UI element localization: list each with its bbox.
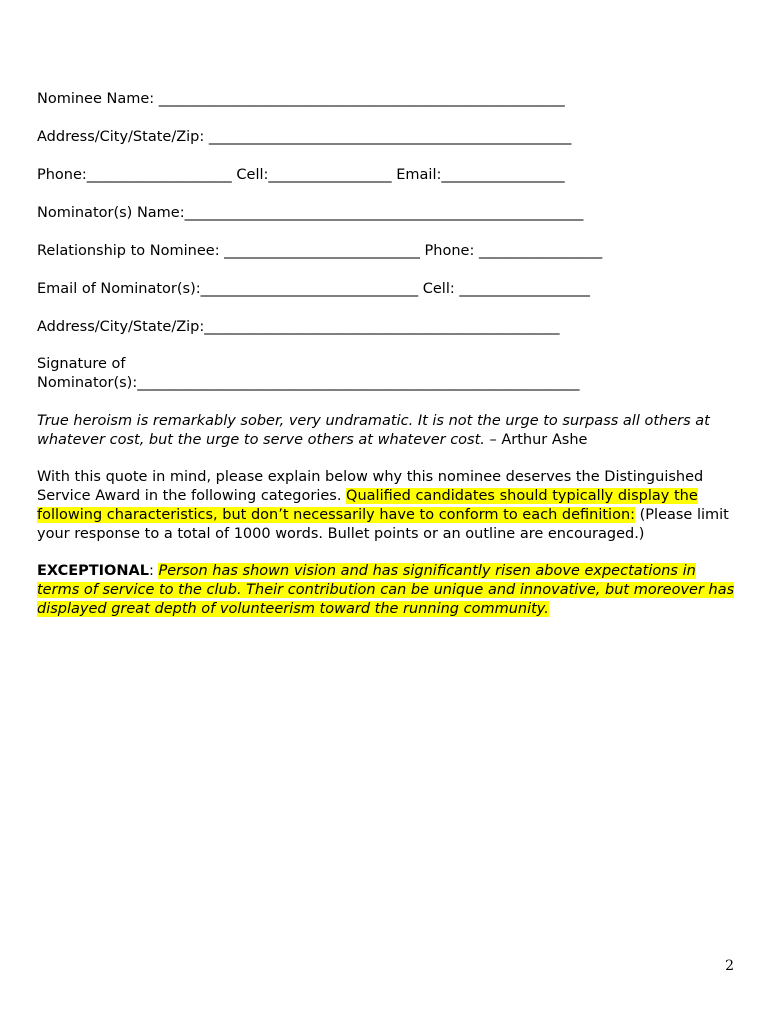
quote-author: – Arthur Ashe	[484, 432, 588, 448]
instructions-closing: (Please limit your response to a total of 1000 words. Bullet points or an outline are encouraged.)	[37, 507, 729, 542]
nominee-name-field[interactable]: Nominee Name: ________________________________________________________	[37, 91, 565, 107]
instructions-intro: With this quote in mind, please explain below why this nominee deserves the Distinguished Service Award in the following categories.	[37, 469, 704, 504]
criteria-separator: :	[148, 563, 159, 579]
signature-field[interactable]: Nominator(s):_____________________________________________________________	[37, 375, 580, 391]
signature-label: Signature of	[37, 356, 126, 372]
nominator-address-field[interactable]: Address/City/State/Zip:_________________________________________________	[37, 319, 560, 335]
criteria-label: EXCEPTIONAL	[37, 563, 149, 579]
page-number: 2	[725, 958, 734, 974]
quote-text: True heroism is remarkably sober, very undramatic. It is not the urge to surpass all others at whatever cost, but the urge to serve others at whatever cost.	[37, 413, 710, 448]
nominee-address-field[interactable]: Address/City/State/Zip: __________________________________________________	[37, 129, 572, 145]
instructions	[37, 468, 737, 544]
nominee-contact-row[interactable]: Phone:____________________ Cell:_________________ Email:_________________	[37, 167, 565, 183]
instructions-highlight: Qualified candidates should typically display the following characteristics, but don’t necessarily have to conform to each definition:	[37, 488, 698, 523]
quote	[37, 412, 737, 450]
nominator-name-field[interactable]: Nominator(s) Name:_______________________________________________________	[37, 205, 584, 221]
nominator-email-cell-row[interactable]: Email of Nominator(s):______________________________ Cell: __________________	[37, 281, 590, 297]
relationship-phone-row[interactable]: Relationship to Nominee: ___________________________ Phone: _________________	[37, 243, 603, 259]
criteria-definition: Person has shown vision and has significantly risen above expectations in terms of service to the club. Their contribution can be unique and innovative, but moreover has displayed great depth of volunteerism toward the running community.	[37, 563, 735, 617]
criteria-exceptional	[37, 562, 737, 619]
